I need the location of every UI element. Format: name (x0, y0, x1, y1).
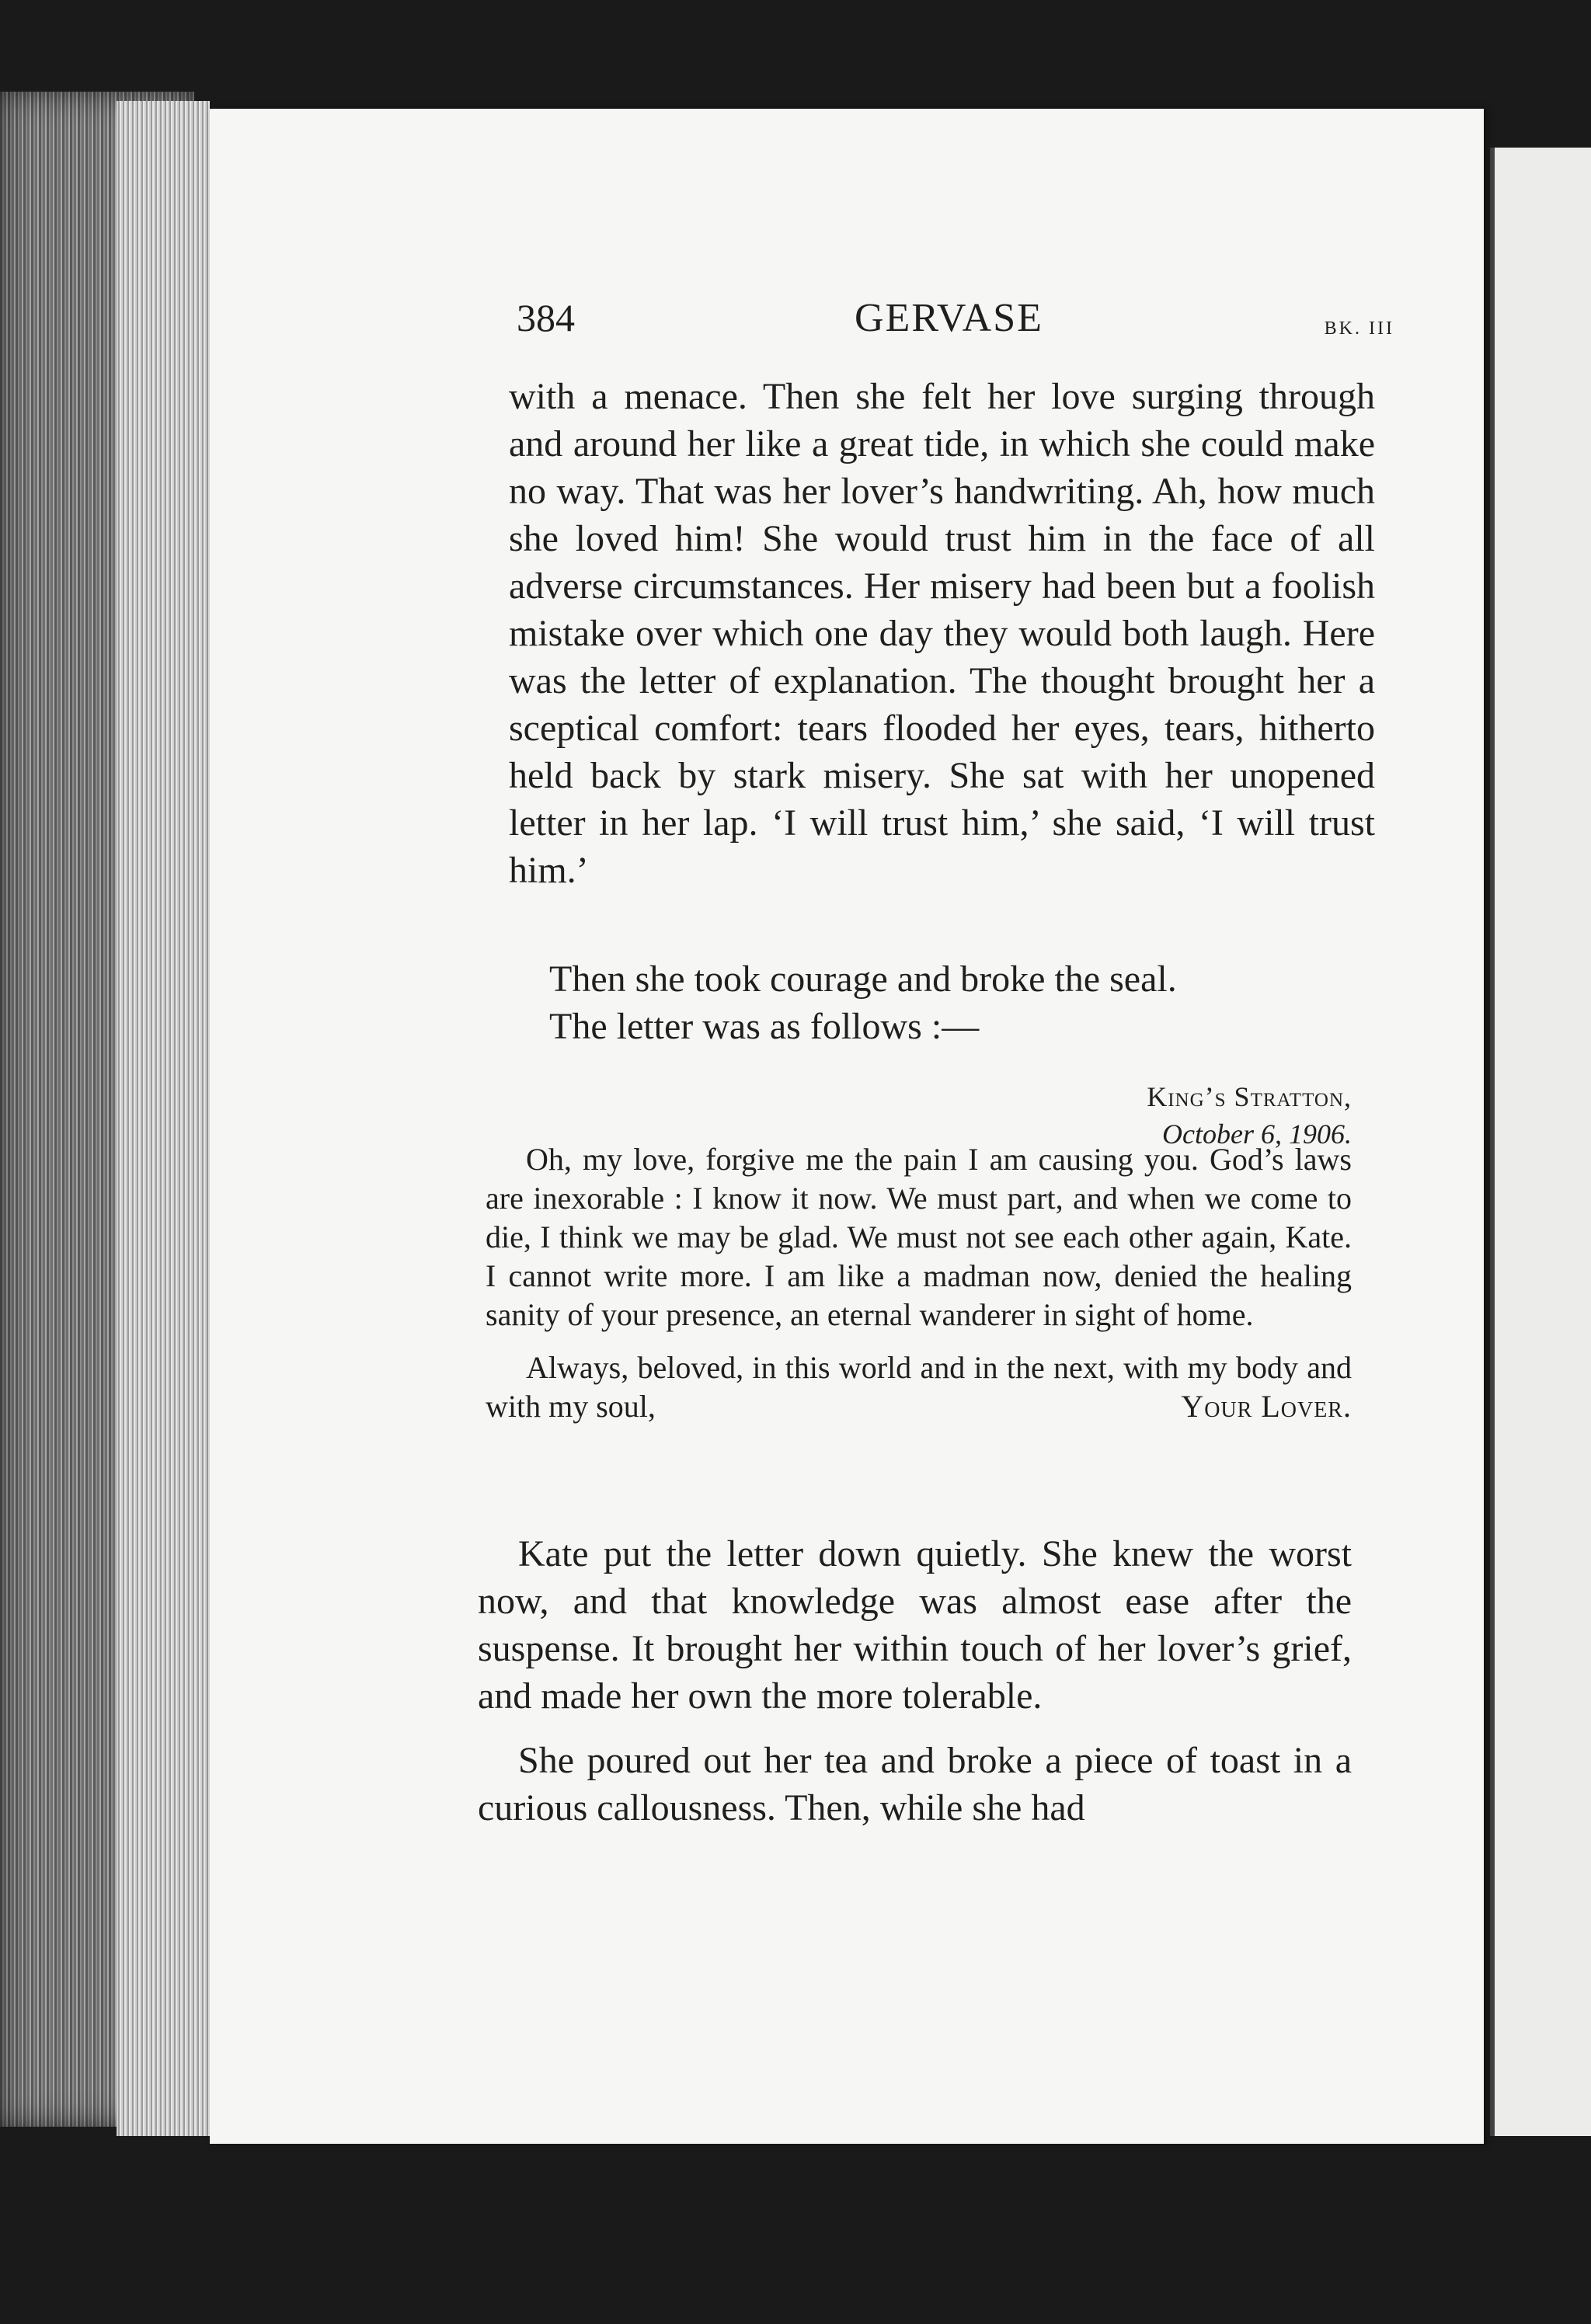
body-paragraph-block (509, 373, 1375, 894)
body-paragraph: Kate put the letter down quietly. She knew the worst now, and that knowledge was almost ease after the suspense. It brought her within touch of her lover’s grief, and made her own the more tolerable. (478, 1533, 1352, 1717)
body-paragraph: Then she took courage and broke the seal. (549, 958, 1177, 1000)
letter-paragraph: Oh, my love, forgive me the pain I am causing you. God’s laws are inexorable : I know it now. We must part, and when we come to die, I think we may be glad. We must not see each other again, Kate. I cannot write more. I am like a madman now, denied the healing sanity of your presence, an eternal wanderer in sight of home. (486, 1142, 1352, 1332)
body-paragraph: The letter was as follows :— (549, 1006, 980, 1047)
book-marker: BK. III (1324, 318, 1394, 339)
letter-date: October 6, 1906. (1162, 1119, 1352, 1150)
running-title: GERVASE (855, 296, 1043, 340)
body-paragraph: She poured out her tea and broke a piece of toast in a curious callousness. Then, while she had (478, 1740, 1352, 1828)
letter-signature: Your Lover. (1181, 1389, 1352, 1424)
letter-body (486, 1140, 1352, 1426)
letter-closing: Always, beloved, in this world and in the next, with my body and with my soul, (486, 1350, 1352, 1424)
letter-paragraph (486, 1348, 1352, 1426)
adjacent-page-edge (1490, 148, 1591, 2136)
body-paragraph-block (478, 1530, 1352, 1849)
body-paragraph-block (509, 955, 1375, 1050)
letter-place: King’s Stratton, (1147, 1081, 1352, 1112)
body-paragraph: with a menace. Then she felt her love surging through and around her like a great tide, in which she could make no way. That was her lover’s handwriting. Ah, how much she loved him! She would trust him in the face of all adverse circumstances. Her misery had been but a foolish mistake over which one day they would both laugh. Here was the letter of explanation. The thought brought her a sceptical comfort: tears flooded her eyes, tears, hitherto held back by stark misery. She sat with her unopened letter in her lap. ‘I will trust him,’ she said, ‘I will trust him.’ (509, 376, 1375, 891)
page-header (517, 295, 1394, 357)
page-number: 384 (517, 296, 575, 339)
page-stack-edge-light (117, 101, 210, 2136)
